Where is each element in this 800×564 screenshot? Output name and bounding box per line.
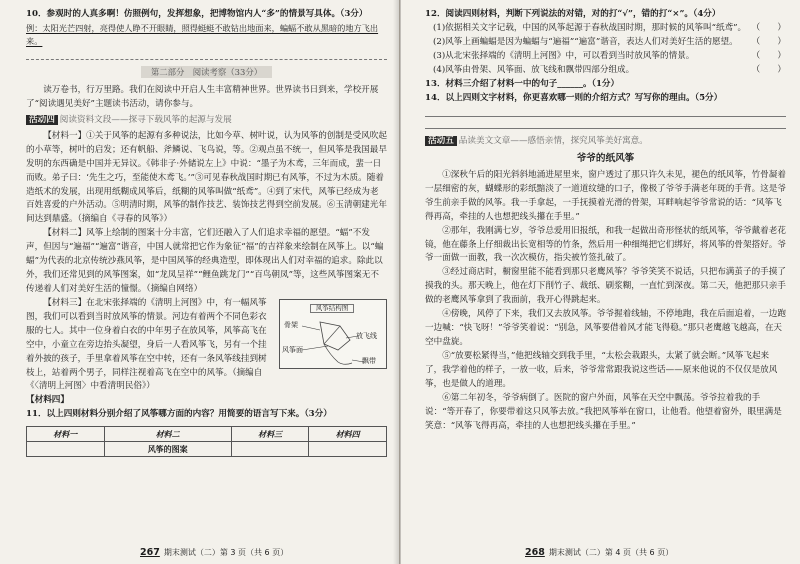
table-cell: 风筝的图案	[104, 442, 231, 457]
story-paragraph: ⑥第二年初冬，爷爷病倒了。医院的窗户外面，风筝在天空中飘荡。爷爷拉着我的手说：“等开春了，你要带着这只风筝去放。”我把风筝举在窗口，让他看。他望着窗外，眼里满是笑意：“风筝飞得再高，牵挂的人也想把线头攥在手里。”	[425, 392, 782, 431]
page-number: 267	[140, 546, 160, 558]
page-footer	[140, 545, 288, 560]
figure-title: 风筝结构图	[310, 304, 354, 313]
table-header: 材料三	[231, 427, 309, 442]
q13-prompt: 13．材料三介绍了材料一中的句子______。（1分）	[425, 78, 620, 89]
answer-paren[interactable]: （ ）	[751, 36, 786, 47]
q12-prompt: 12．阅读四则材料，判断下列说法的对错，对的打“√”，错的打“×”。（4分）	[425, 9, 721, 19]
table-header: 材料四	[309, 427, 387, 442]
q10-example: 例：太阳光芒四射，亮得使人睁不开眼睛，照得蜓蜓不敢钻出地面来，蝙蝠不敢从黑暗的地方飞出来。	[26, 22, 379, 47]
footer-text: 期末测试（二）第 3 页（共 6 页）	[163, 547, 289, 557]
answer-paren[interactable]: （ ）	[751, 64, 786, 75]
answer-paren[interactable]: （ ）	[751, 50, 786, 61]
label-kite-face: 风筝面	[282, 345, 303, 354]
q11-prompt: 11．以上四则材料分别介绍了风筝哪方面的内容？用简要的语言写下来。（3分）	[26, 409, 332, 420]
table-header: 材料一	[27, 427, 105, 442]
label-streamer: 飘带	[362, 356, 376, 365]
q12-item: (3)从北宋张择端的《清明上河图》中，可以看到当时放风筝的情景。 （ ）	[425, 50, 786, 64]
q12-item: (1)依据相关文字记载，中国的风筝起源于春秋战国时期，那时候的风筝叫“纸鸢”。 （ ）	[425, 22, 786, 36]
material-one: 【材料一】①关于风筝的起源有多种说法，比如今草、树叶说，认为风筝的创制是受风吹起的小草等，树叶的启发；还有帆船、斧鳞说、飞鸟说，等。②观点虽不统一，但风筝是我国最早发明的东西确是中国并无异议。《韩非子·外储说左上》中说：“墨子为木鸢，三年而成，蜚一日而败。弟子曰：‘先生之巧，至能使木鸢飞。’”③可见春秋战国时期已有风筝，不过为木质。随着造纸术的发展，出现用纸糊成风筝后，纸糊的风筝叫做“纸鸢”。④到了宋代，风筝已经成为老百姓喜爱的户外活动。⑤明清时期，风筝的制作技艺、装饰技艺得到空前发展。⑥玉清朝建光年间达到鼎盛。（摘编自《寻春的风筝》）	[26, 130, 387, 225]
material-two: 【材料二】风筝上绘制的图案十分丰富，它们还融入了人们追求幸福的愿望。“蝠”不发声，但因与“遍福”“遍富”谐音，中国人就常把它作为象征“福”的吉祥象来绘制在风筝上。以“蝙蝠”为代表的北京传统沙燕风筝，是中国风筝的经典造型，即体现出人们对幸福的追求。除此以外，我们还常见到的风筝图案，如“龙凤呈祥”“鲤鱼跳龙门”“百鸟朝凤”等，这些风筝图案无不传递着人们对美好生活的憧憬。（摘编自网络）	[26, 228, 384, 294]
activity-five-heading: 活动五 品读美文文章——感悟亲情，探究风筝美好寓意。	[425, 135, 786, 149]
material-three: 【材料三】在北宋张择端的《清明上河图》中，有一幅风筝图，我们可以看到当时放风筝的情景。河边有着两个不同色彩衣服的七人。其中一位身着白衣的中年男子在放风筝，风筝高飞在空中，小童立在旁边抬头凝望，身后一人看风筝飞，另有一个挂着外披的孩子，手里拿着风筝在空中转，还有一条风筝线挂到树枝上，站着两个男子，同样注视着高飞在空中的风筝。（摘编自《〈清明上河图〉中看清明民俗》）	[26, 297, 267, 392]
intro-paragraph: 读万卷书，行万里路。我们在阅读中开启人生丰富精神世界。世界读书日到来，学校开展了“阅读遇见美好”主题读书活动，请你参与。	[26, 85, 379, 110]
table-cell[interactable]	[309, 442, 387, 457]
material-four-label: 【材料四】	[26, 395, 69, 406]
story-paragraph: ④傍晚，风停了下来，我们又去放风筝。爷爷握着线轴，不停地跑，我在后面追着，一边跑一边喊：“快飞呀！”爷爷笑着说：“别急，风筝要借着风才能飞得稳。”那只老鹰越飞越高，在天空中盘旋。	[425, 309, 786, 347]
answer-line[interactable]	[425, 119, 786, 129]
story-paragraph: ⑤“放要松紧得当，”他把线轴交到我手里，“太松会栽跟头，太紧了就会断。”风筝飞起来了，我学着他的样子，一放一收，后来，爷爷常常跟我说这些话——原来他说的不仅仅是放风筝，也是做人的道理。	[425, 350, 778, 389]
activity-four-heading: 活动四 阅读资料文段——探寻下载风筝的起源与发展	[26, 114, 387, 128]
page-number: 268	[525, 546, 545, 558]
story-paragraph: ②那年，我刚满七岁，爷爷总爱用旧报纸，和我一起做出奇形怪状的纸风筝，爷爷戴着老花镜，他在藤条上仔细裁出长宽相等的竹条，然后用一种细绳把它们绑好，将风筝的骨架搭好。爷爷一面做一面教，我一次次模仿，指尖被竹签扎破了。	[425, 225, 786, 264]
q14-prompt: 14．以上四则文字材料，你更喜欢哪一则的介绍方式？写写你的理由。（5分）	[425, 92, 723, 103]
story-paragraph: ①深秋午后的阳光斜斜地涌进屋里来，窗户透过了那只许久未见，褪色的纸风筝，竹骨凝着一层细密的灰，蝴蝶形的彩纸黯淡了一道道纹缝的口子，像极了爷爷手满老年斑的手背。这是爷爷生前亲手做的风筝。我一手拿起，一手抚摸着光滑的骨架，耳畔响起爷爷常说的话：“风筝飞得再高，牵挂的人也想把线头攥在手里。”	[425, 169, 786, 222]
label-flying-line: 放飞线	[356, 331, 377, 340]
q12-item: (4)风筝由骨架、风筝面、放飞线和飘带四部分组成。 （ ）	[425, 64, 786, 78]
section-heading: 第二部分 阅读考察（33分）	[26, 66, 387, 80]
page-footer	[521, 545, 677, 560]
footer-text: 期末测试（二）第 4 页（共 6 页）	[548, 547, 674, 557]
story-title: 爷爷的纸风筝	[576, 153, 635, 165]
table-cell[interactable]	[27, 442, 105, 457]
table-header: 材料二	[104, 427, 231, 442]
answer-line[interactable]	[26, 50, 387, 60]
table-cell[interactable]	[231, 442, 309, 457]
answer-paren[interactable]: （ ）	[751, 22, 786, 33]
answer-line[interactable]	[425, 107, 786, 117]
q10-prompt: 10．参观时的人真多啊！仿照例句，发挥想象，把博物馆内人“多”的情景写具体。（3分）	[26, 9, 368, 19]
right-page	[401, 0, 800, 564]
label-frame: 骨架	[284, 320, 298, 329]
q10-text	[26, 8, 387, 22]
story-paragraph: ③经过商店时，橱窗里能不能看到那只老鹰风筝？爷爷笑笑不说话，只把布满茧子的手摸了摸我的头。那天晚上，他在灯下削竹子、裁纸、刷浆糊，一直忙到深夜。第二天，他把那只亲手做的老鹰风筝拿到了我面前，我开心得跳起来。	[425, 267, 786, 306]
q12-item: (2)风筝上画蝙蝠是因为蝙蝠与“遍福”“遍富”谐音，表达人们对美好生活的愿望。 （ ）	[425, 36, 786, 50]
kite-structure-figure	[279, 299, 387, 369]
answer-table	[26, 426, 387, 457]
